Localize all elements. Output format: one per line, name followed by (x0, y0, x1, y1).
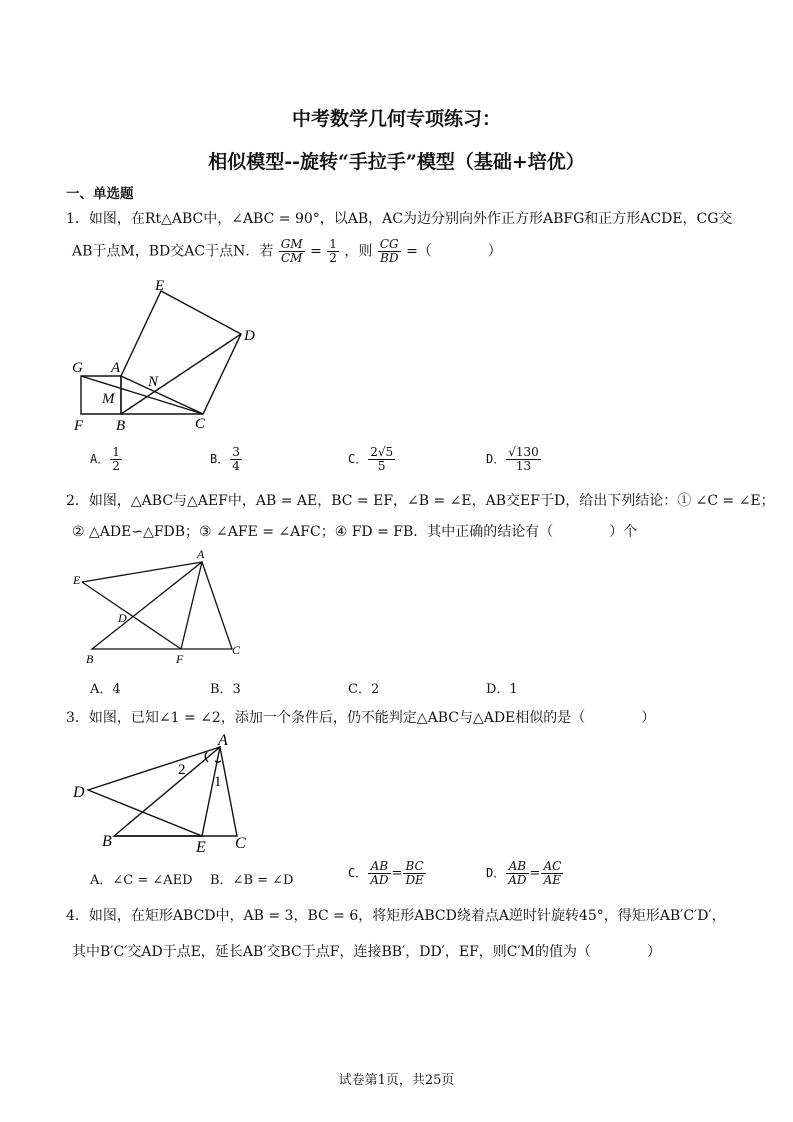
q1-frac-cg-bd: $\frac{CG}{BD}$ (379, 237, 399, 265)
q3-triangle-ade (88, 747, 220, 836)
q3-label-c: C (235, 835, 246, 852)
q3-label-a: A (218, 732, 228, 749)
q1-frac-gm-cm: $\frac{GM}{CM}$ (280, 237, 303, 265)
q2-option-d[interactable]: D．1 (486, 682, 518, 697)
q1-label-d: D (244, 328, 255, 344)
q1-option-c[interactable]: C． $\frac{2√5}{5}$ (348, 445, 394, 473)
q2-figure (66, 546, 256, 666)
page-title-line2: 相似模型--旋转“手拉手”模型（基础+培优） (208, 151, 585, 173)
q3-triangle-abc (114, 747, 237, 836)
q1-label-n: N (148, 374, 159, 390)
q1-option-b[interactable]: B． $\frac{3}{4}$ (210, 445, 240, 473)
q1-label-g: G (72, 360, 83, 376)
q3-figure (66, 728, 266, 858)
q3-label-b: B (102, 833, 112, 850)
q2-text-line2: ② △ADE∽△FDB；③ ∠AFE = ∠AFC；④ FD = FB．其中正确的结论有（ ）个 (72, 524, 638, 540)
q1-label-m: M (102, 391, 115, 407)
q2-label-a: A (197, 547, 205, 561)
q2-label-f: F (176, 652, 184, 666)
q1-option-d[interactable]: D． $\frac{√130}{13}$ (486, 445, 539, 473)
page-footer: 试卷第1页，共25页 (338, 1073, 455, 1088)
q1-text-line1: 1．如图，在Rt△ABC中，∠ABC = 90°，以AB，AC为边分别向外作正方形ABFG和正方形ACDE，CG交 (66, 211, 733, 227)
q4-text-line1: 4．如图，在矩形ABCD中，AB = 3，BC = 6，将矩形ABCD绕着点A逆时针旋转45°，得矩形AB′C′D′， (66, 908, 726, 924)
q1-figure (66, 276, 266, 436)
q3-angle-1: 1 (214, 774, 222, 790)
q3-option-a[interactable]: A．∠C = ∠AED (90, 873, 193, 888)
q1-option-a[interactable]: A． $\frac{1}{2}$ (90, 445, 120, 473)
q1-square-acde (121, 291, 241, 414)
section-heading: 一、单选题 (66, 186, 134, 202)
q2-option-c[interactable]: C．2 (348, 682, 380, 697)
q2-label-b: B (86, 652, 94, 666)
q2-option-b[interactable]: B．3 (210, 682, 241, 697)
q3-label-d: D (73, 784, 85, 801)
q3-option-d[interactable]: D． $\frac{AB}{AD}$ = $\frac{AC}{AE}$ (486, 859, 562, 887)
q4-text-line2: 其中B′C′交AD于点E，延长AB′交BC于点F，连接BB′，DD′，EF，则C′M的值为（ ） (72, 944, 662, 960)
q1-frac-half: $\frac{1}{2}$ (329, 237, 337, 265)
q3-option-c[interactable]: C． $\frac{AB}{AD}$ = $\frac{BC}{DE}$ (348, 859, 424, 887)
q3-label-e: E (196, 839, 206, 856)
q1-label-c: C (195, 416, 206, 432)
q1-label-e: E (155, 278, 165, 294)
q1-label-f: F (74, 418, 84, 434)
q2-text-line1: 2．如图，△ABC与△AEF中，AB = AE，BC = EF，∠B = ∠E，AB交EF于D，给出下列结论：① ∠C = ∠E； (66, 493, 775, 509)
q3-text-line1: 3．如图，已知∠1 = ∠2，添加一个条件后，仍不能判定△ABC与△ADE相似的是（ ） (66, 710, 656, 726)
q1-text-line2: AB于点M，BD交AC于点N．若 $\frac{GM}{CM}$ = $\frac{1}{2}$ ，则 $\frac{CG}{BD}$ =（ ） (72, 237, 502, 265)
q3-angle-2: 2 (178, 762, 186, 778)
q2-label-e: E (73, 573, 81, 587)
q2-option-a[interactable]: A．4 (90, 682, 121, 697)
q2-label-d: D (118, 611, 127, 625)
q1-label-b: B (116, 418, 126, 434)
q1-label-a: A (111, 360, 121, 376)
page-title-line1: 中考数学几何专项练习： (291, 108, 501, 130)
q2-label-c: C (232, 643, 241, 657)
q3-option-b[interactable]: B．∠B = ∠D (210, 873, 294, 888)
